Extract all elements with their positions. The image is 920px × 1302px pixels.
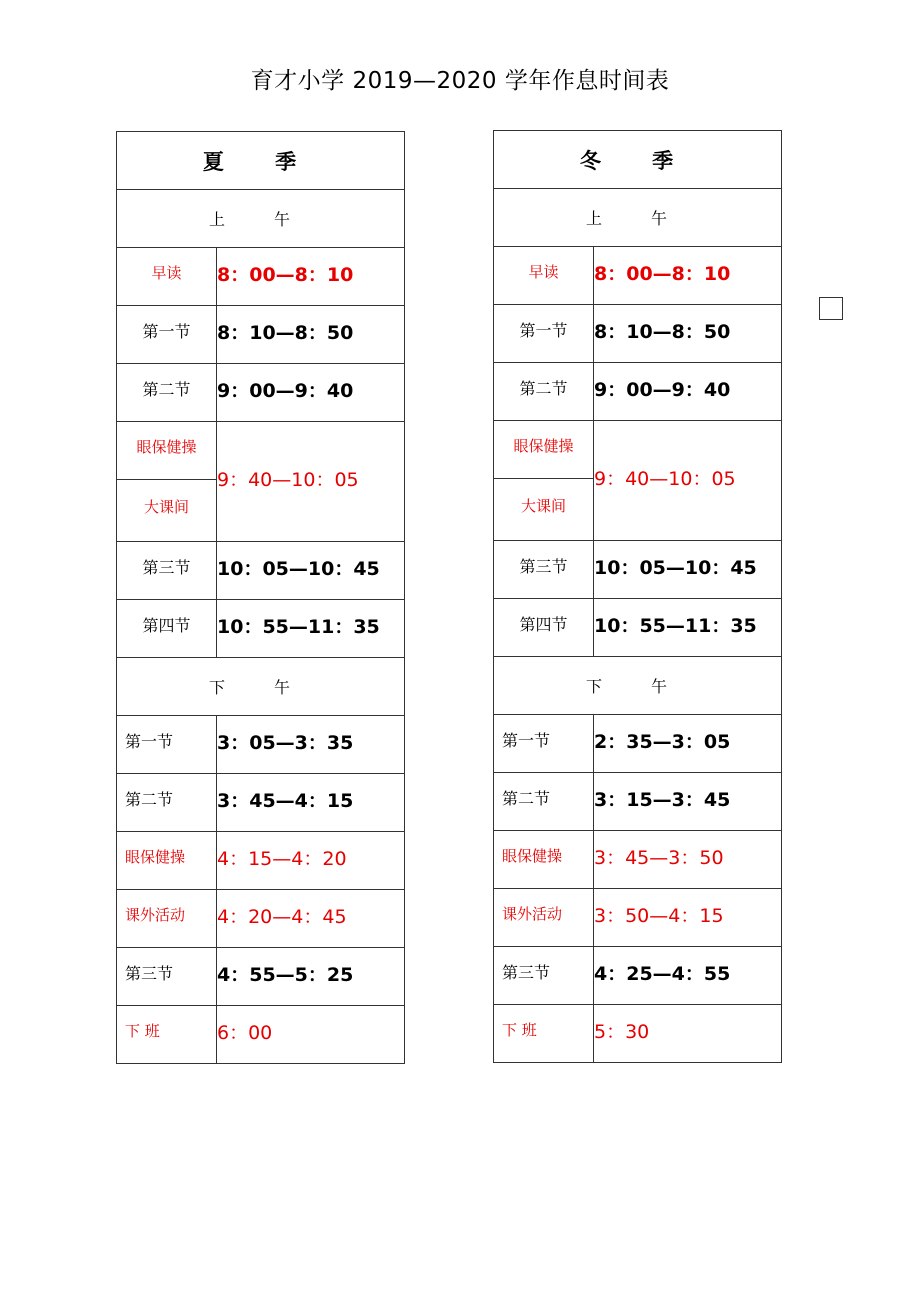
table-row [117,542,405,600]
table-row [494,947,782,1005]
row-time: 3：50—4：15 [594,889,782,947]
row-time: 10：55—11：35 [217,600,405,658]
row-time: 9：00—9：40 [594,363,782,421]
row-label: 第二节 [494,773,594,831]
table-row [494,599,782,657]
afternoon-header: 下 午 [117,658,405,716]
row-time: 3：05—3：35 [217,716,405,774]
table-row [117,306,405,364]
row-label: 第三节 [494,947,594,1005]
row-label: 眼保健操 [494,421,594,479]
row-time: 10：05—10：45 [594,541,782,599]
table-row [117,774,405,832]
row-label: 第二节 [494,363,594,421]
table-row [117,832,405,890]
row-label: 大课间 [117,480,217,542]
table-row [494,363,782,421]
row-label: 第二节 [117,364,217,422]
summer-schedule-table [116,131,405,1064]
row-label: 第四节 [117,600,217,658]
row-label: 眼保健操 [117,422,217,480]
row-time: 3：15—3：45 [594,773,782,831]
table-row [494,773,782,831]
row-label: 第三节 [117,542,217,600]
table-row [117,716,405,774]
row-label: 下 班 [117,1006,217,1064]
row-time: 5：30 [594,1005,782,1063]
season-header: 夏 季 [117,132,405,190]
table-row [494,247,782,305]
row-label: 眼保健操 [494,831,594,889]
row-label: 第三节 [117,948,217,1006]
row-label: 大课间 [494,479,594,541]
row-time: 4：20—4：45 [217,890,405,948]
row-label: 早读 [117,248,217,306]
row-time: 8：10—8：50 [217,306,405,364]
row-time: 9：40—10：05 [594,421,782,541]
table-row [494,889,782,947]
row-time: 4：55—5：25 [217,948,405,1006]
page-title: 育才小学 2019—2020 学年作息时间表 [250,68,670,94]
table-row [117,422,405,480]
row-time: 8：00—8：10 [594,247,782,305]
row-label: 第一节 [117,306,217,364]
row-time: 4：15—4：20 [217,832,405,890]
checkbox[interactable] [819,297,843,320]
afternoon-header: 下 午 [494,657,782,715]
row-label: 早读 [494,247,594,305]
row-label: 第四节 [494,599,594,657]
row-time: 9：40—10：05 [217,422,405,542]
table-row [117,248,405,306]
row-time: 9：00—9：40 [217,364,405,422]
row-time: 10：05—10：45 [217,542,405,600]
season-header: 冬 季 [494,131,782,189]
table-row [117,1006,405,1064]
table-row [494,541,782,599]
row-label: 课外活动 [494,889,594,947]
row-label: 第一节 [117,716,217,774]
row-time: 3：45—3：50 [594,831,782,889]
row-time: 10：55—11：35 [594,599,782,657]
table-row [494,831,782,889]
table-row [117,890,405,948]
table-row [117,364,405,422]
table-row [117,600,405,658]
morning-header: 上 午 [117,190,405,248]
row-time: 2：35—3：05 [594,715,782,773]
row-time: 3：45—4：15 [217,774,405,832]
row-label: 第一节 [494,305,594,363]
table-row [494,421,782,479]
table-row [494,305,782,363]
winter-schedule-table [493,130,782,1063]
table-row [494,1005,782,1063]
row-time: 8：00—8：10 [217,248,405,306]
row-label: 第二节 [117,774,217,832]
row-time: 4：25—4：55 [594,947,782,1005]
row-label: 眼保健操 [117,832,217,890]
row-label: 第一节 [494,715,594,773]
row-label: 课外活动 [117,890,217,948]
row-time: 8：10—8：50 [594,305,782,363]
table-row [494,715,782,773]
row-label: 第三节 [494,541,594,599]
row-time: 6：00 [217,1006,405,1064]
row-label: 下 班 [494,1005,594,1063]
morning-header: 上 午 [494,189,782,247]
table-row [117,948,405,1006]
